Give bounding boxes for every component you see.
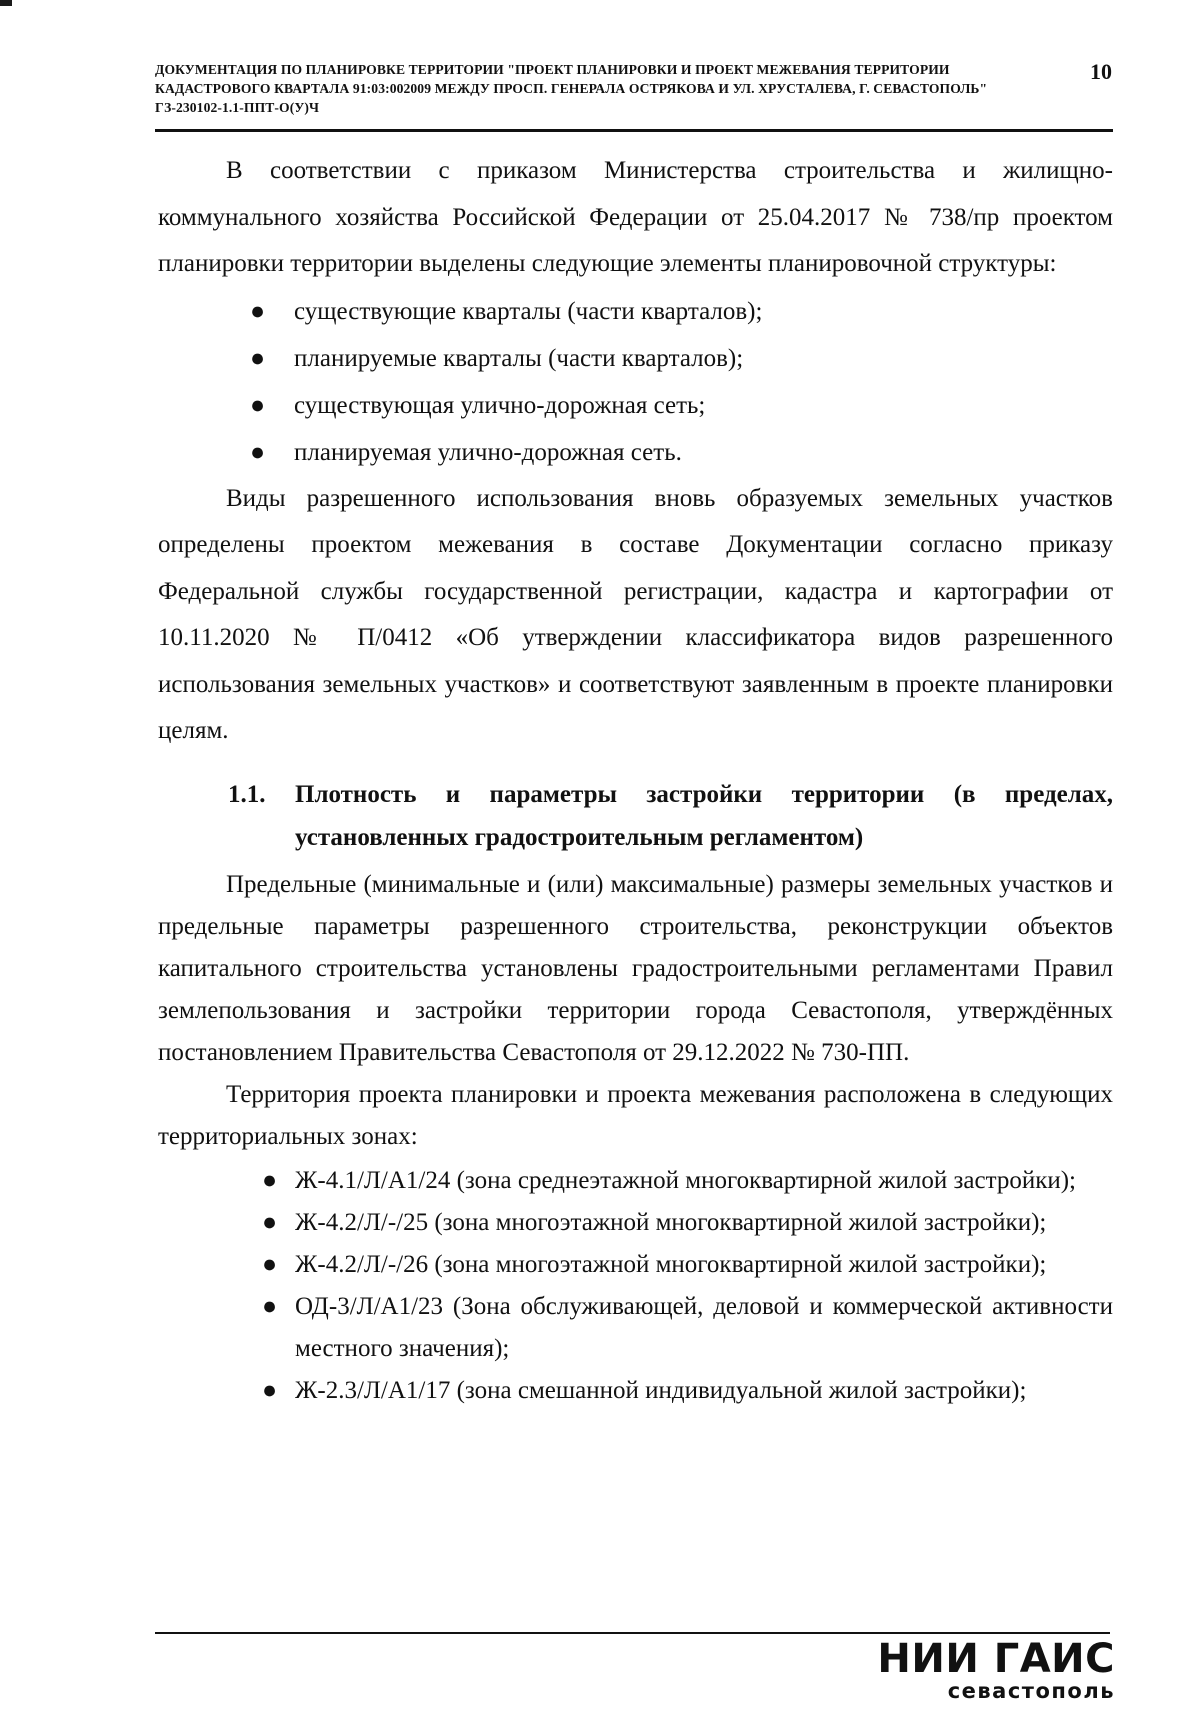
- list-item: [158, 1244, 1113, 1286]
- list-item-text: планируемые кварталы (части кварталов);: [294, 344, 744, 372]
- list-item-text: Ж-4.1/Л/А1/24 (зона среднеэтажной многоквартирной жилой застройки);: [295, 1166, 1077, 1194]
- zones-intro-paragraph: Территория проекта планировки и проекта межевания расположена в следующих территориальных зонах:: [158, 1080, 1113, 1150]
- logo-main-text: НИИ ГАИС: [877, 1636, 1115, 1682]
- list-item-text: существующие кварталы (части кварталов);: [294, 297, 763, 325]
- list-item-text: существующая улично-дорожная сеть;: [294, 391, 706, 419]
- list-item-text: Ж-4.2/Л/-/26 (зона многоэтажной многоквартирной жилой застройки);: [295, 1250, 1047, 1278]
- list-item-text: Ж-2.3/Л/А1/17 (зона смешанной индивидуальной жилой застройки);: [295, 1376, 1027, 1404]
- list-item: [158, 1160, 1113, 1202]
- page-number: 10: [1090, 59, 1112, 84]
- list-item-text: планируемая улично-дорожная сеть.: [294, 438, 682, 466]
- logo-sub-text: севастополь: [947, 1679, 1115, 1703]
- bullet-icon: ●: [250, 391, 266, 419]
- bullet-icon: ●: [262, 1292, 278, 1320]
- document-body: [158, 148, 1113, 1412]
- section-heading: [158, 773, 1113, 859]
- territorial-zones-list: [158, 1160, 1113, 1412]
- list-item: [158, 429, 1113, 476]
- bullet-icon: ●: [250, 297, 266, 325]
- intro-paragraph: В соответствии с приказом Министерства строительства и жилищно-коммунального хозяйства Российской Федерации от 25.04.2017 № 738/пр проектом планировки территории выделены следующие элементы планировочной структуры:: [158, 157, 1113, 277]
- list-item: [158, 335, 1113, 382]
- bullet-icon: ●: [262, 1250, 278, 1278]
- list-item: [158, 382, 1113, 429]
- footer-divider: [155, 1632, 1110, 1634]
- planning-elements-list: [158, 288, 1113, 476]
- company-logo: [877, 1638, 1115, 1702]
- bullet-icon: ●: [262, 1208, 278, 1236]
- scan-corner-mark: [0, 0, 12, 6]
- list-item: [158, 1370, 1113, 1412]
- land-use-paragraph: Виды разрешенного использования вновь образуемых земельных участков определены проектом межевания в составе Документации согласно приказу Федеральной службы государственной регистрации, кадастра и картографии от 10.11.2020 № П/0412 «Об утверждении классификатора видов разрешенного использования земельных участков» и соответствуют заявленным в проекте планировки целям.: [158, 484, 1113, 744]
- list-item-text: ОД-3/Л/А1/23 (Зона обслуживающей, деловой и коммерческой активности местного значения);: [295, 1292, 1113, 1362]
- document-header-title: ДОКУМЕНТАЦИЯ ПО ПЛАНИРОВКЕ ТЕРРИТОРИИ "ПРОЕКТ ПЛАНИРОВКИ И ПРОЕКТ МЕЖЕВАНИЯ ТЕРРИТОРИИ КАДАСТРОВОГО КВАРТАЛА 91:03:002009 МЕЖДУ ПРОСП. ГЕНЕРАЛА ОСТРЯКОВА И УЛ. ХРУСТАЛЕВА, Г. СЕВАСТОПОЛЬ" ГЗ-230102-1.1-ППТ-О(У)Ч: [155, 62, 988, 115]
- list-item: [158, 1286, 1113, 1370]
- section-number: 1.1.: [228, 780, 266, 808]
- bullet-icon: ●: [250, 438, 266, 466]
- bullet-icon: ●: [262, 1376, 278, 1404]
- bullet-icon: ●: [262, 1166, 278, 1194]
- list-item-text: Ж-4.2/Л/-/25 (зона многоэтажной многоквартирной жилой застройки);: [295, 1208, 1047, 1236]
- list-item: [158, 1202, 1113, 1244]
- section-title: Плотность и параметры застройки территории (в пределах, установленных градостроительным регламентом): [295, 780, 1113, 851]
- header-divider: [155, 129, 1113, 132]
- list-item: [158, 288, 1113, 335]
- limits-paragraph: Предельные (минимальные и (или) максимальные) размеры земельных участков и предельные параметры разрешенного строительства, реконструкции объектов капитального строительства установлены градостроительными регламентами Правил землепользования и застройки территории города Севастополя, утверждённых постановлением Правительства Севастополя от 29.12.2022 № 730-ПП.: [158, 870, 1113, 1066]
- page-header: [155, 59, 1112, 117]
- bullet-icon: ●: [250, 344, 266, 372]
